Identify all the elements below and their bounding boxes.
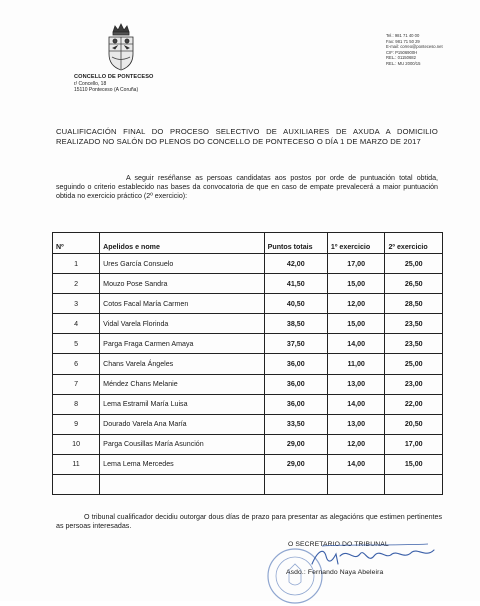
cell-num: 5	[53, 334, 100, 354]
contact-tel: Tel.: 981 71 40 00	[386, 33, 420, 38]
org-name: CONCELLO DE PONTECESO	[74, 74, 154, 80]
cell-total: 29,00	[264, 454, 327, 474]
header-ex2: 2º exercicio	[385, 233, 443, 254]
cell-total: 42,00	[264, 254, 327, 274]
header-name: Apelidos e nome	[100, 233, 265, 254]
cell-ex2: 17,00	[385, 434, 443, 454]
blank-cell	[53, 475, 100, 495]
cell-name: Vidal Varela Florinda	[100, 314, 265, 334]
cell-name: Cotos Facal María Carmen	[100, 294, 265, 314]
cell-num: 10	[53, 434, 100, 454]
blank-cell	[100, 475, 265, 495]
cell-ex1: 12,00	[327, 294, 385, 314]
cell-ex2: 23,50	[385, 314, 443, 334]
cell-ex2: 25,00	[385, 354, 443, 374]
table-header-row	[53, 233, 443, 254]
cell-total: 40,50	[264, 294, 327, 314]
cell-name: Dourado Varela Ana María	[100, 414, 265, 434]
address-line-1: r/ Concello, 18	[74, 80, 107, 87]
contact-info	[386, 33, 443, 67]
cell-ex1: 13,00	[327, 414, 385, 434]
cell-num: 11	[53, 454, 100, 474]
table-row	[53, 434, 443, 454]
table-row	[53, 354, 443, 374]
contact-email: E-mail: correo@ponteceso.net	[386, 44, 443, 50]
cell-num: 4	[53, 314, 100, 334]
results-table	[52, 232, 443, 495]
organization-address	[74, 74, 154, 94]
blank-cell	[327, 475, 385, 495]
cell-ex1: 14,00	[327, 334, 385, 354]
cell-ex1: 15,00	[327, 314, 385, 334]
handwritten-signature	[308, 542, 448, 572]
municipal-coat-of-arms	[104, 22, 138, 72]
cell-num: 1	[53, 254, 100, 274]
cell-name: Ures García Consuelo	[100, 254, 265, 274]
cell-name: Parga Fraga Carmen Amaya	[100, 334, 265, 354]
cell-ex2: 15,00	[385, 454, 443, 474]
cell-total: 36,00	[264, 394, 327, 414]
header-ex1: 1º exercicio	[327, 233, 385, 254]
cell-ex2: 23,50	[385, 334, 443, 354]
cell-ex1: 14,00	[327, 394, 385, 414]
cell-total: 33,50	[264, 414, 327, 434]
cell-ex1: 17,00	[327, 254, 385, 274]
cell-num: 3	[53, 294, 100, 314]
table-row	[53, 334, 443, 354]
signatory-role: O SECRETARIO DO TRIBUNAL	[288, 541, 389, 548]
address-line-2: 15110 Ponteceso (A Coruña)	[74, 87, 139, 93]
table-row	[53, 374, 443, 394]
contact-rel-1: REL.: 01150682	[386, 55, 416, 61]
cell-num: 9	[53, 414, 100, 434]
cell-num: 8	[53, 394, 100, 414]
cell-name: Mouzo Pose Sandra	[100, 274, 265, 294]
closing-paragraph: O tribunal cualificador decidiu outorgar dous días de prazo para presentar as alegacións que estimen pertinentes as persoas interesadas.	[56, 513, 442, 531]
blank-cell	[385, 475, 443, 495]
cell-ex1: 15,00	[327, 274, 385, 294]
intro-paragraph: A seguir reséñanse as persoas candidatas aos postos por orde de puntuación total obtida, seguindo o criterio establecido nas bases da convocatoria de que en caso de empate prevalecerá a maior puntuación obtida no exercicio práctico (2º exercicio):	[56, 174, 438, 201]
document-title: CUALIFICACIÓN FINAL DO PROCESO SELECTIVO DE AUXILIARES DE AXUDA A DOMICILIO REALIZADO NO SALÓN DO PLENOS DO CONCELLO DE PONTECESO O DÍA 1 DE MARZO DE 2017	[56, 127, 438, 146]
blank-cell	[264, 475, 327, 495]
cell-total: 41,50	[264, 274, 327, 294]
cell-ex2: 20,50	[385, 414, 443, 434]
cell-total: 29,00	[264, 434, 327, 454]
header-total: Puntos totais	[264, 233, 327, 254]
contact-cif: CIF: P1506900H	[386, 49, 418, 55]
cell-ex2: 22,00	[385, 394, 443, 414]
cell-name: Lema Estramil María Luisa	[100, 394, 265, 414]
cell-num: 7	[53, 374, 100, 394]
cell-name: Parga Cousillas María Asunción	[100, 434, 265, 454]
table-row	[53, 254, 443, 274]
cell-total: 37,50	[264, 334, 327, 354]
cell-name: Méndez Chans Melanie	[100, 374, 265, 394]
cell-num: 2	[53, 274, 100, 294]
table-row	[53, 454, 443, 474]
table-row	[53, 414, 443, 434]
cell-ex2: 25,00	[385, 254, 443, 274]
cell-ex2: 28,50	[385, 294, 443, 314]
signatory-name: Asdo.: Fernando Naya Abeleira	[286, 569, 384, 576]
cell-ex2: 23,00	[385, 374, 443, 394]
contact-fax: Fax: 981 71 50 29	[386, 38, 420, 44]
cell-name: Lema Lema Mercedes	[100, 454, 265, 474]
cell-total: 36,00	[264, 374, 327, 394]
contact-rel-2: REL.: MU 2000/15	[386, 60, 421, 66]
cell-total: 36,00	[264, 354, 327, 374]
table-row	[53, 274, 443, 294]
cell-name: Chans Varela Ángeles	[100, 354, 265, 374]
cell-ex1: 12,00	[327, 434, 385, 454]
cell-ex1: 13,00	[327, 374, 385, 394]
cell-num: 6	[53, 354, 100, 374]
cell-ex1: 14,00	[327, 454, 385, 474]
table-row	[53, 314, 443, 334]
cell-total: 38,50	[264, 314, 327, 334]
blank-row	[53, 475, 443, 495]
header-num: Nº	[53, 233, 100, 254]
table-row	[53, 394, 443, 414]
table-row	[53, 294, 443, 314]
cell-ex1: 11,00	[327, 354, 385, 374]
cell-ex2: 26,50	[385, 274, 443, 294]
